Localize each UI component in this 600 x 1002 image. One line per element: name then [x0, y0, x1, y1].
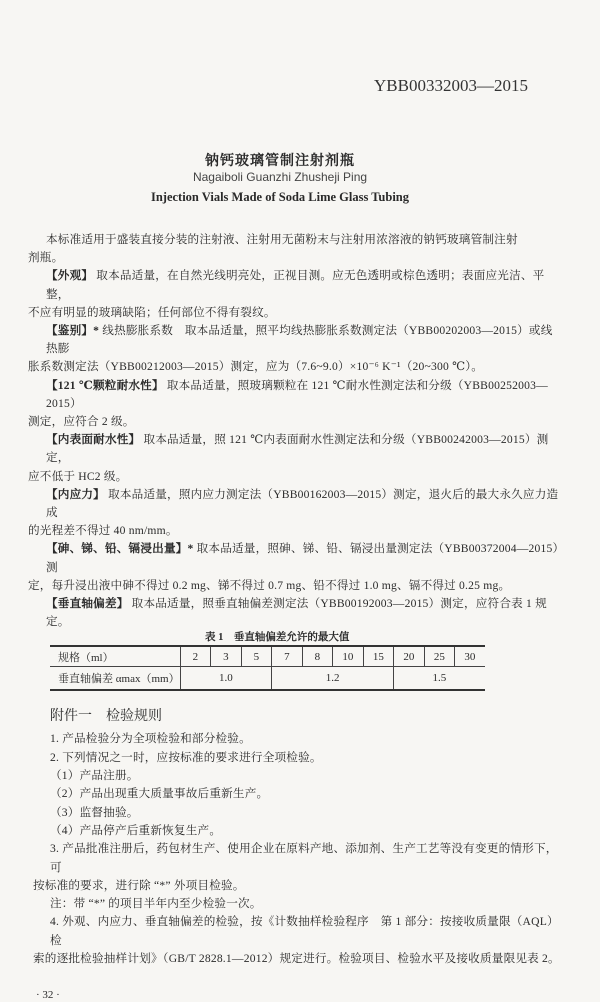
table-row	[50, 667, 485, 691]
line-text: 取本品适量，照内应力测定法（YBB00162003—2015）测定，退火后的最大永久应力造成	[46, 487, 559, 520]
body-text	[0, 231, 600, 631]
deviation-table	[50, 645, 485, 691]
size-cell: 3	[211, 646, 242, 667]
text-line	[0, 522, 560, 540]
text-line	[0, 486, 560, 522]
line-text: 胀系数测定法（YBB00212003—2015）测定，应为（7.6~9.0）×10⁻⁶ K⁻¹（20~300 ℃）。	[28, 360, 484, 374]
section-label: 【内表面耐水性】	[46, 433, 141, 447]
line-text: 定，每升浸出液中砷不得过 0.2 mg、锑不得过 0.7 mg、铅不得过 1.0 mg、镉不得过 0.25 mg。	[28, 578, 511, 592]
line-text: 取本品适量，在自然光线明亮处，正视目测。应无色透明或棕色透明；表面应光洁、平整，	[46, 269, 545, 301]
section-label: 【鉴别】*	[46, 324, 100, 338]
text-line	[0, 431, 560, 467]
size-cell: 20	[394, 646, 425, 667]
list-item	[0, 767, 560, 785]
text-line	[0, 540, 560, 576]
line-text: 3. 产品批准注册后，药包材生产、使用企业在原料产地、添加剂、生产工艺等没有变更的情形下，可	[50, 842, 558, 874]
text-line	[0, 231, 560, 249]
text-line	[0, 304, 560, 322]
line-text: （1）产品注册。	[50, 769, 139, 783]
page-content	[0, 231, 600, 1002]
list-item	[0, 804, 560, 822]
size-cell: 10	[333, 646, 364, 667]
size-cell: 30	[455, 646, 485, 667]
line-text: 按标准的要求，进行除 “*” 外项目检验。	[33, 878, 245, 892]
line-text: （2）产品出现重大质量事故后重新生产。	[50, 787, 269, 801]
size-cell: 15	[363, 646, 394, 667]
line-text: 取本品适量，照砷、锑、铅、镉浸出量测定法（YBB00372004—2015）测	[46, 542, 559, 574]
text-line	[0, 595, 560, 631]
line-text: 不应有明显的玻璃缺陷；任何部位不得有裂纹。	[28, 305, 276, 319]
text-line	[0, 468, 560, 486]
line-text: 测定，应符合 2 级。	[28, 415, 135, 429]
list-item	[0, 730, 560, 748]
table-caption: 表 1 垂直轴偏差允许的最大值	[205, 632, 350, 644]
line-text: 线热膨胀系数 取本品适量，照平均线热膨胀系数测定法（YBB00202003—2015）或线热膨	[46, 324, 553, 356]
list-item	[0, 895, 560, 913]
line-text: 1. 产品检验分为全项检验和部分检验。	[50, 732, 251, 746]
list-item	[0, 950, 560, 968]
list-item	[0, 785, 560, 803]
table-header-size: 规格（ml）	[50, 646, 180, 667]
list-item	[0, 913, 560, 950]
line-text: 注：带 “*” 的项目半年内至少检验一次。	[50, 897, 262, 911]
line-text: 索的逐批检验抽样计划》（GB/T 2828.1—2012）规定进行。检验项目、检验水平及接收质量限见表 2。	[33, 952, 560, 966]
list-item	[0, 749, 560, 767]
text-line	[0, 322, 560, 358]
value-cell: 1.2	[272, 667, 394, 691]
section-label: 【垂直轴偏差】	[46, 597, 129, 611]
title-chinese: 钠钙玻璃管制注射剂瓶	[205, 154, 355, 169]
line-text: 取本品适量，照玻璃颗粒在 121 ℃耐水性测定法和分级（YBB00252003—2015）	[46, 378, 548, 410]
section-label: 【外观】	[46, 269, 94, 283]
table-header-deviation: 垂直轴偏差 αmax（mm）	[50, 667, 180, 691]
line-text: 2. 下列情况之一时，应按标准的要求进行全项检验。	[50, 750, 322, 764]
list-item	[0, 822, 560, 840]
line-text: （3）监督抽验。	[50, 805, 139, 819]
size-cell: 8	[302, 646, 333, 667]
appendix-heading: 附件一 检验规则	[50, 708, 162, 725]
title-pinyin: Nagaiboli Guanzhi Zhusheji Ping	[192, 170, 368, 184]
line-text: （4）产品停产后重新恢复生产。	[50, 823, 222, 837]
line-text: 本标准适用于盛装直接分装的注射液、注射用无菌粉末与注射用浓溶液的钠钙玻璃管制注射	[46, 233, 518, 246]
section-label: 【内应力】	[46, 487, 105, 501]
section-label: 【121 ℃颗粒耐水性】	[46, 378, 164, 392]
line-text: 的光程差不得过 40 nm/mm。	[28, 524, 178, 538]
line-text: 剂瓶。	[28, 251, 64, 265]
table-row	[50, 646, 485, 667]
size-cell: 7	[272, 646, 303, 667]
list-item	[0, 840, 560, 877]
line-text: 应不低于 HC2 级。	[28, 469, 128, 483]
line-text: 取本品适量，照 121 ℃内表面耐水性测定法和分级（YBB00242003—2015）测定，	[46, 433, 549, 465]
text-line	[0, 577, 560, 595]
text-line	[0, 377, 560, 413]
text-line	[0, 413, 560, 431]
size-cell: 2	[180, 646, 211, 667]
size-cell: 25	[424, 646, 455, 667]
text-line	[0, 249, 560, 267]
title-english: Injection Vials Made of Soda Lime Glass Tubing	[150, 190, 410, 204]
page-number: · 32 ·	[36, 989, 60, 1002]
text-line	[0, 358, 560, 376]
value-cell: 1.5	[394, 667, 485, 691]
section-label: 【砷、锑、铅、镉浸出量】*	[46, 542, 194, 556]
value-cell: 1.0	[180, 667, 272, 691]
text-line	[0, 267, 560, 303]
standard-code: YBB00332003—2015	[374, 76, 528, 95]
appendix-list	[0, 730, 600, 968]
line-text: 4. 外观、内应力、垂直轴偏差的检验，按《计数抽样检验程序 第 1 部分：按接收质量限（AQL）检	[50, 915, 559, 947]
size-cell: 5	[241, 646, 272, 667]
list-item	[0, 877, 560, 895]
line-text: 取本品适量，照垂直轴偏差测定法（YBB00192003—2015）测定，应符合表 1 规定。	[46, 597, 547, 629]
